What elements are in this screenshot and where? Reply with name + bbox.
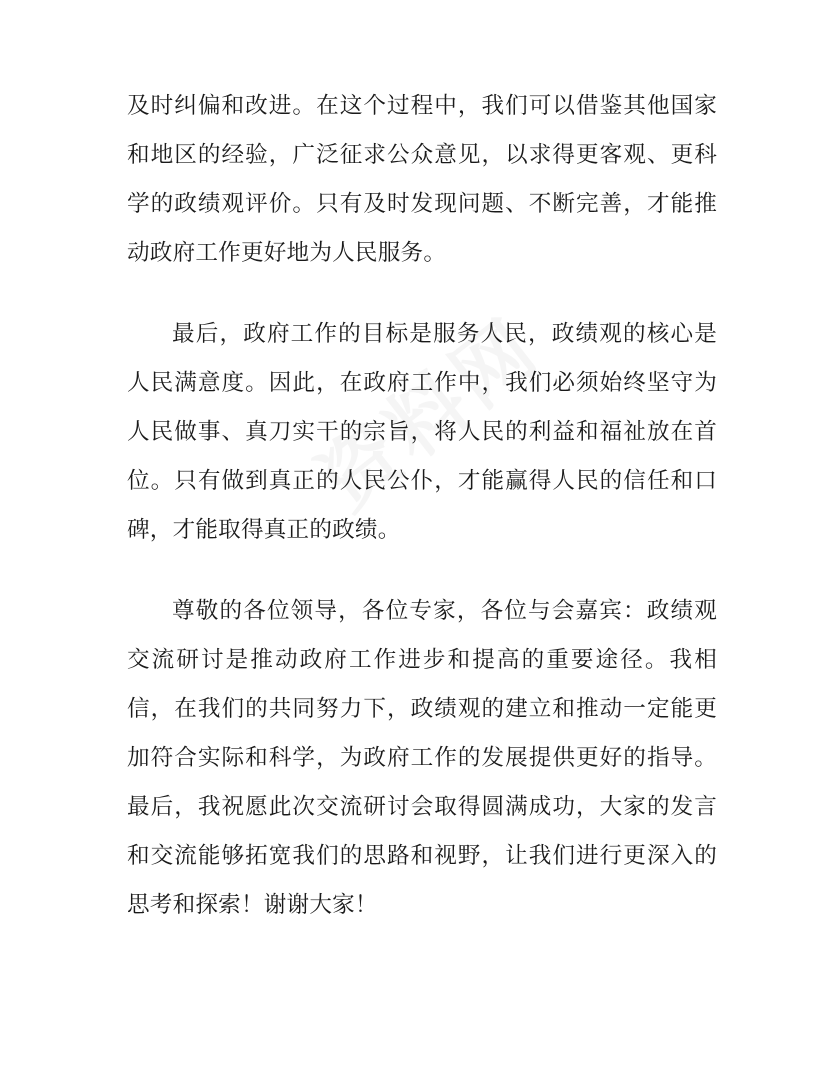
paragraph-continuation: 及时纠偏和改进。在这个过程中，我们可以借鉴其他国家和地区的经验，广泛征求公众意见，以求得更客观、更科学的政绩观评价。只有及时发现问题、不断完善，才能推动政府工作更好地为人民服务。 — [127, 93, 717, 266]
document-body — [127, 82, 717, 930]
paragraph-conclusion: 最后，政府工作的目标是服务人民，政绩观的核心是人民满意度。因此，在政府工作中，我们必须始终坚守为人民做事、真刀实干的宗旨，将人民的利益和福祉放在首位。只有做到真正的人民公仆，才能赢得人民的信任和口碑，才能取得真正的政绩。 — [127, 321, 717, 543]
paragraph-closing-remarks: 尊敬的各位领导，各位专家，各位与会嘉宾：政绩观交流研讨是推动政府工作进步和提高的重要途径。我相信，在我们的共同努力下，政绩观的建立和推动一定能更加符合实际和科学，为政府工作的发展提供更好的指导。最后，我祝愿此次交流研讨会取得圆满成功，大家的发言和交流能够拓宽我们的思路和视野，让我们进行更深入的思考和探索！谢谢大家！ — [127, 598, 717, 918]
